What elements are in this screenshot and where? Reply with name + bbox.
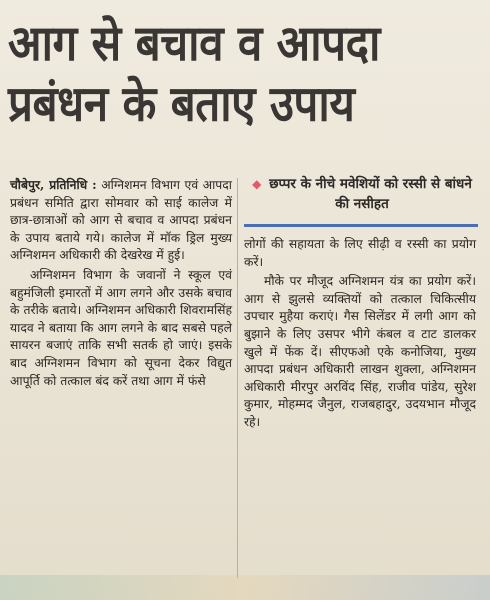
article-paragraph-3: लोगों की सहायता के लिए सीढ़ी व रस्सी का प्रयोग करें। bbox=[244, 237, 476, 269]
subheadline bbox=[244, 174, 480, 214]
subheadline-rule bbox=[244, 224, 478, 227]
article-column-right bbox=[244, 236, 476, 434]
headline-line-1: आग से बचाव व आपदा bbox=[8, 15, 380, 73]
dateline: चौबेपुर, प्रतिनिधि : bbox=[10, 177, 97, 192]
diamond-bullet-icon: ◆ bbox=[252, 177, 262, 191]
article-paragraph-2: अग्निशमन विभाग के जवानों ने स्कूल एवं बहुमंजिली इमारतों में आग लगने और उसके बचाव के तरीके बताये। अग्निशमन अधिकारी शिवरामसिंह यादव ने बताया कि आग लगने के बाद सबसे पहले सायरन बजाएं ताकि सभी सतर्क हो जाएं। इसके बाद अग्निशमन विभाग को सूचना देकर विद्युत आपूर्ति को तत्काल बंद करें तथा आग में फंसे bbox=[10, 267, 232, 388]
article-column-left bbox=[10, 176, 232, 392]
column-divider bbox=[237, 178, 238, 578]
paragraph-1-text: अग्निशमन विभाग एवं आपदा प्रबंधन समिति द्वारा सोमवार को साई कालेज में छात्र-छात्राओं को आग से बचाव व आपदा प्रबंधन के उपाय बताये गये। कालेज में मॉक ड्रिल मुख्य अग्निशमन अधिकारी की देखरेख में हुई। bbox=[10, 178, 232, 263]
page-edge-tint bbox=[0, 575, 490, 600]
article-paragraph-1 bbox=[10, 176, 232, 265]
headline bbox=[8, 14, 478, 135]
subheadline-text: छप्पर के नीचे मवेशियों को रस्सी से बांधने की नसीहत bbox=[269, 176, 472, 212]
headline-line-2: प्रबंधन के बताए उपाय bbox=[8, 75, 355, 133]
article-paragraph-4: मौके पर मौजूद अग्निशमन यंत्र का प्रयोग करें। आग से झुलसे व्यक्तियों को तत्काल चिकित्सीय उपचार मुहैया कराएं। गैस सिलेंडर में लगी आग को बुझाने के लिए उसपर भीगे कंबल व टाट डालकर खुले में फेंक दें। सीएफओ एके कनोजिया, मुख्य आपदा प्रबंधन अधिकारी लाखन शुक्ला, अग्निशमन अधिकारी मीरपुर अरविंद सिंह, राजीव पांडेय, सुरेश कुमार, मोहम्मद जैनुल, राजबहादुर, उदयभान मौजूद रहे। bbox=[244, 274, 476, 429]
